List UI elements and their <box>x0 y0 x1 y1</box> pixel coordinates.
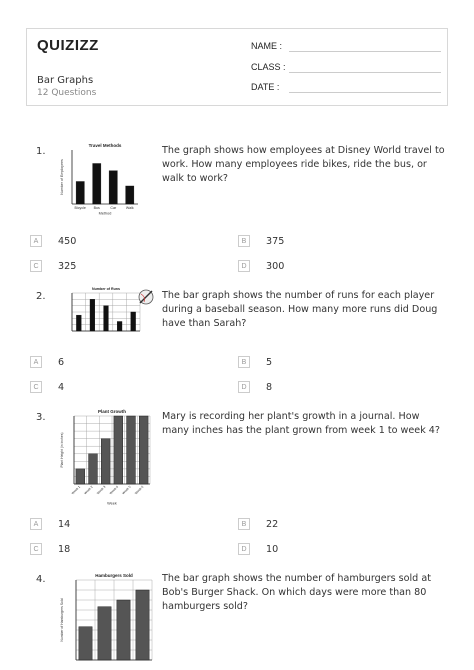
q1-option-b-letter[interactable]: B <box>238 235 250 247</box>
chart-0-bar <box>109 171 117 204</box>
chart-0-bar <box>93 164 101 205</box>
date-label: DATE : <box>251 82 280 92</box>
question-3-number: 3. <box>36 412 46 423</box>
chart-2-tick-label: Week 6 <box>133 484 145 496</box>
worksheet-title: Bar Graphs <box>37 75 94 86</box>
chart-2-bar <box>139 416 148 484</box>
q2-option-b-letter[interactable]: B <box>238 356 250 368</box>
plant-growth-chart <box>58 408 158 506</box>
chart-0-tick-label: Bicycle <box>74 206 86 210</box>
q2-option-c-letter[interactable]: C <box>30 381 42 393</box>
question-4-chart <box>58 570 158 670</box>
chart-0-ylabel: Number of Employees <box>60 159 64 195</box>
baseball-icon <box>139 290 153 304</box>
chart-2-xlabel: Week <box>107 501 117 506</box>
chart-0-bar <box>126 186 134 204</box>
q1-option-b[interactable]: 375 <box>266 236 285 247</box>
chart-0-tick-label: Bus <box>93 206 100 210</box>
chart-3-bar <box>79 627 92 660</box>
question-1-number: 1. <box>36 146 46 157</box>
q2-option-d-letter[interactable]: D <box>238 381 250 393</box>
q2-option-a[interactable]: 6 <box>58 357 65 368</box>
question-2-chart <box>60 285 156 341</box>
chart-2-bar <box>114 416 123 484</box>
name-field[interactable] <box>289 51 441 52</box>
chart-1-title: Number of Runs <box>92 287 120 291</box>
question-1-text: The graph shows how employees at Disney World travel to work. How many employees ride bikes, ride the bus, or walk to work? <box>162 145 445 184</box>
q1-option-d[interactable]: 300 <box>266 261 285 272</box>
chart-3-bar <box>98 607 111 660</box>
q1-option-a[interactable]: 450 <box>58 236 77 247</box>
chart-2-tick-label: Week 1 <box>70 484 82 496</box>
question-2-text: The bar graph shows the number of runs for each player during a baseball season. How many more runs did Doug have than Sarah? <box>162 290 438 329</box>
worksheet-header <box>26 28 448 106</box>
q3-option-d-letter[interactable]: D <box>238 543 250 555</box>
q2-option-b[interactable]: 5 <box>266 357 273 368</box>
hamburgers-sold-chart <box>58 570 158 670</box>
chart-2-tick-label: Week 4 <box>108 484 120 496</box>
q3-option-b-letter[interactable]: B <box>238 518 250 530</box>
chart-2-tick-label: Week 5 <box>121 484 132 496</box>
date-field[interactable] <box>289 92 441 93</box>
chart-0-tick-label: Walk <box>125 206 134 210</box>
chart-0-tick-label: Car <box>110 206 117 210</box>
travel-methods-chart <box>58 140 142 216</box>
question-count: 12 Questions <box>37 88 97 98</box>
q2-option-a-letter[interactable]: A <box>30 356 42 368</box>
chart-1-bar <box>104 306 109 331</box>
question-4-number: 4. <box>36 574 46 585</box>
runs-chart <box>60 285 156 341</box>
class-label: CLASS : <box>251 62 286 72</box>
q3-option-a[interactable]: 14 <box>58 519 71 530</box>
question-4-text: The bar graph shows the number of hamburgers sold at Bob's Burger Shack. On which days were more than 80 hamburgers sold? <box>162 573 431 612</box>
chart-3-ylabel: Number of Hamburgers Sold <box>60 598 64 642</box>
chart-1-bar <box>76 315 81 331</box>
chart-2-tick-label: Week 2 <box>83 484 94 496</box>
question-1-chart <box>58 140 142 216</box>
chart-3-title: Hamburgers Sold <box>95 573 133 578</box>
q2-option-d[interactable]: 8 <box>266 382 273 393</box>
chart-2-bar <box>89 454 98 484</box>
quizizz-logo: QUIZIZZ <box>37 37 99 54</box>
q3-option-d[interactable]: 10 <box>266 544 279 555</box>
chart-2-bar <box>76 469 85 484</box>
chart-2-bar <box>127 416 136 484</box>
chart-3-bar <box>117 600 130 660</box>
question-3-chart <box>58 408 158 506</box>
q2-option-c[interactable]: 4 <box>58 382 65 393</box>
class-field[interactable] <box>289 72 441 73</box>
chart-0-title: Travel Methods <box>88 143 122 148</box>
chart-1-bar <box>131 312 136 331</box>
chart-2-title: Plant Growth <box>98 409 126 414</box>
chart-0-xlabel: Method <box>98 211 112 216</box>
q3-option-c[interactable]: 18 <box>58 544 71 555</box>
chart-0-bar <box>76 182 84 205</box>
q1-option-d-letter[interactable]: D <box>238 260 250 272</box>
q1-option-c[interactable]: 325 <box>58 261 77 272</box>
q3-option-a-letter[interactable]: A <box>30 518 42 530</box>
q3-option-c-letter[interactable]: C <box>30 543 42 555</box>
chart-1-bar <box>90 299 95 331</box>
q1-option-a-letter[interactable]: A <box>30 235 42 247</box>
chart-1-bar <box>117 322 122 332</box>
q1-option-c-letter[interactable]: C <box>30 260 42 272</box>
chart-3-bar <box>136 590 149 660</box>
chart-2-ylabel: Plant Height (in inches) <box>60 432 64 468</box>
chart-2-bar <box>101 439 110 484</box>
chart-2-tick-label: Week 3 <box>95 484 107 496</box>
question-3-text: Mary is recording her plant's growth in a journal. How many inches has the plant grown from week 1 to week 4? <box>162 411 440 436</box>
question-2-number: 2. <box>36 291 46 302</box>
q3-option-b[interactable]: 22 <box>266 519 279 530</box>
name-label: NAME : <box>251 41 283 51</box>
